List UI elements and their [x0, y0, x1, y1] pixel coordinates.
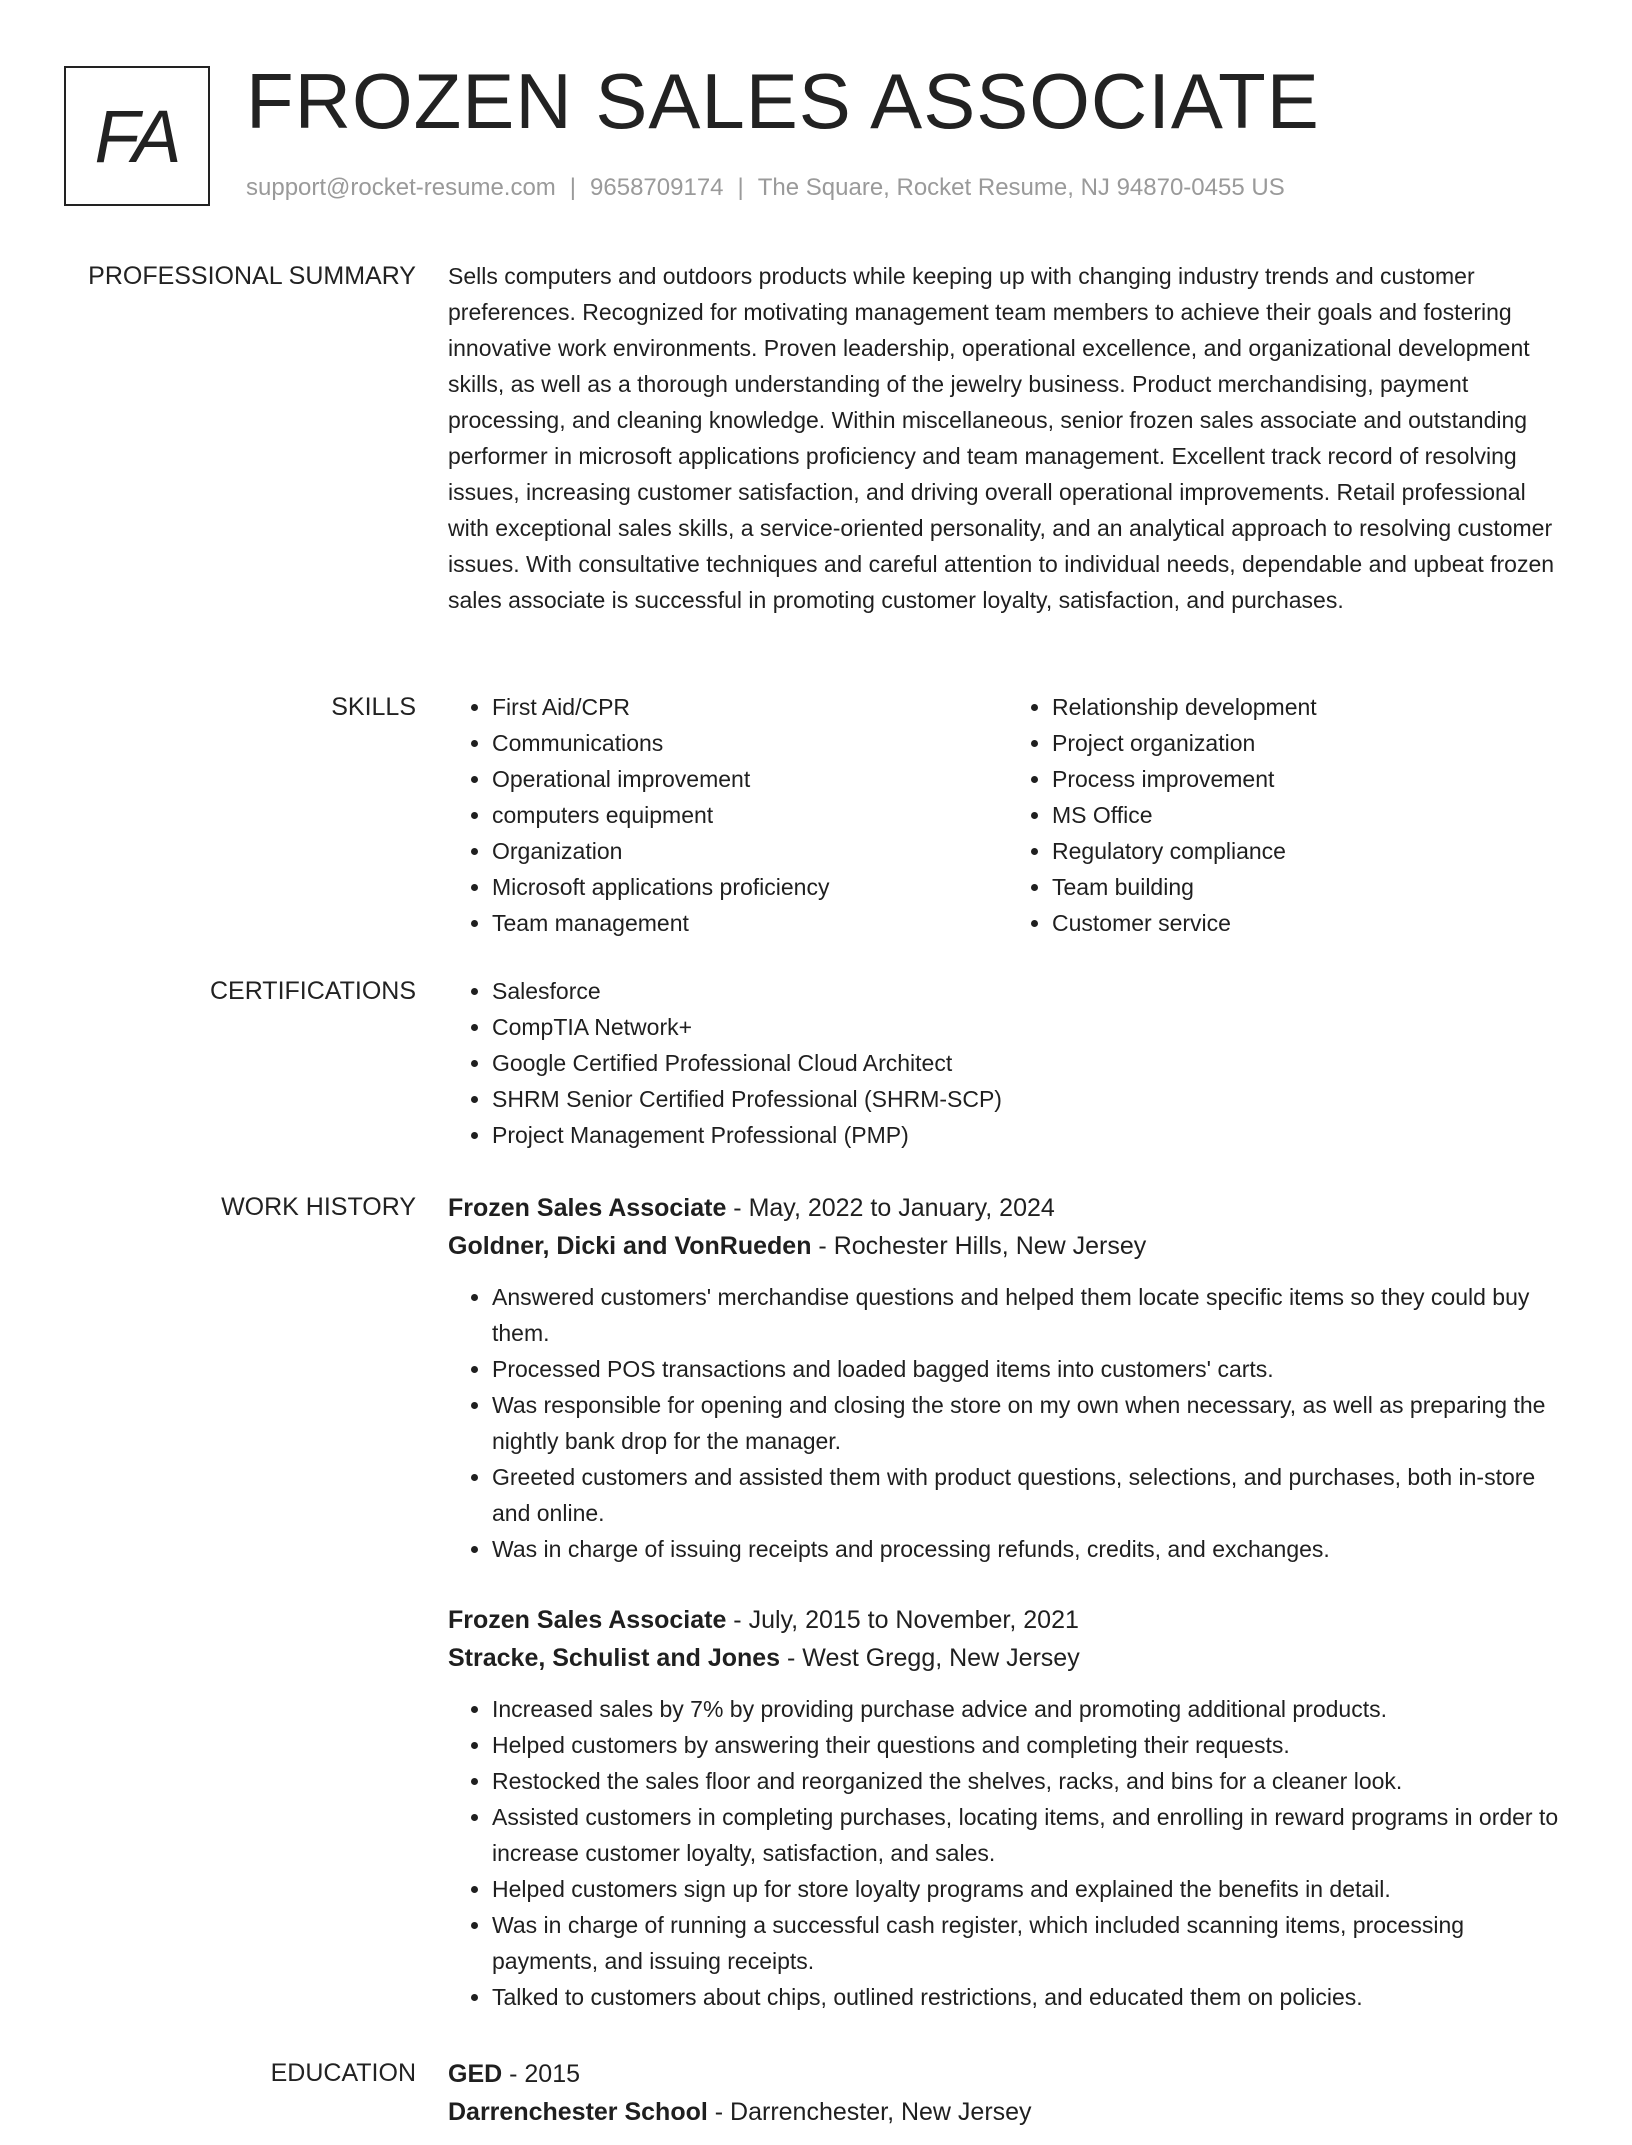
job-bullet: • Was responsible for opening and closing the store on my own when necessary, as well as preparing the nightly bank drop for the manager. — [492, 1387, 1568, 1459]
job-entry — [448, 1189, 1568, 1567]
job-bullet: • Assisted customers in completing purchases, locating items, and enrolling in reward programs in order to increase customer loyalty, satisfaction, and sales. — [492, 1799, 1568, 1871]
job-company: Goldner, Dicki and VonRueden — [448, 1232, 812, 1260]
job-bullet: • Was in charge of running a successful cash register, which included scanning items, processing payments, and issuing receipts. — [492, 1907, 1568, 1979]
job-bullet: • Helped customers by answering their questions and completing their requests. — [492, 1727, 1568, 1763]
education-year: - 2015 — [502, 2060, 581, 2088]
certification-item: • Google Certified Professional Cloud Architect — [492, 1045, 1568, 1081]
job-dates: - May, 2022 to January, 2024 — [726, 1194, 1055, 1222]
contact-phone[interactable]: 9658709174 — [590, 174, 724, 201]
skills-list-left — [448, 689, 1008, 941]
certification-item: • SHRM Senior Certified Professional (SHRM-SCP) — [492, 1081, 1568, 1117]
skill-item: • First Aid/CPR — [492, 689, 1008, 725]
skill-item: • Microsoft applications proficiency — [492, 869, 1008, 905]
skill-item: • Organization — [492, 833, 1008, 869]
certifications-list — [448, 973, 1568, 1153]
monogram-logo: FA — [64, 66, 210, 206]
job-bullet: • Helped customers sign up for store loyalty programs and explained the benefits in detail. — [492, 1871, 1568, 1907]
job-company-line — [448, 1227, 1568, 1265]
contact-email[interactable]: support@rocket-resume.com — [246, 174, 556, 201]
skill-item: • Process improvement — [1052, 761, 1568, 797]
education-location: - Darrenchester, New Jersey — [707, 2098, 1032, 2126]
skill-item: • Team building — [1052, 869, 1568, 905]
contact-separator: | — [569, 174, 577, 201]
summary-text: Sells computers and outdoors products while keeping up with changing industry trends and customer preferences. Recognized for motivating management team members to achieve their goals and fostering innovative work environments. Proven leadership, operational excellence, and organizational development skills, as well as a thorough understanding of the jewelry business. Product merchandising, payment processing, and cleaning knowledge. Within miscellaneous, senior frozen sales associate and outstanding performer in microsoft applications proficiency and team management. Excellent track record of resolving issues, increasing customer satisfaction, and driving overall operational improvements. Retail professional with exceptional sales skills, a service-oriented personality, and an analytical approach to resolving customer issues. With consultative techniques and careful attention to individual needs, dependable and upbeat frozen sales associate is successful in promoting customer loyalty, satisfaction, and purchases. — [448, 263, 1555, 613]
job-entry — [448, 1601, 1568, 2015]
section-label-summary: PROFESSIONAL SUMMARY — [88, 262, 416, 290]
job-bullets — [448, 1279, 1568, 1567]
contact-separator: | — [737, 174, 744, 201]
job-location: - West Gregg, New Jersey — [780, 1644, 1080, 1672]
section-label-education: EDUCATION — [270, 2059, 416, 2087]
education-school: Darrenchester School — [448, 2098, 708, 2126]
job-bullet: • Increased sales by 7% by providing purchase advice and promoting additional products. — [492, 1691, 1568, 1727]
section-label-work-history: WORK HISTORY — [221, 1193, 416, 1221]
skill-item: • computers equipment — [492, 797, 1008, 833]
job-bullets — [448, 1691, 1568, 2015]
job-title: Frozen Sales Associate — [448, 1606, 727, 1634]
certification-item: • Salesforce — [492, 973, 1568, 1009]
job-location: - Rochester Hills, New Jersey — [811, 1232, 1147, 1260]
education-degree: GED — [448, 2060, 503, 2088]
job-title: Frozen Sales Associate — [448, 1194, 727, 1222]
job-bullet: • Answered customers' merchandise questions and helped them locate specific items so they could buy them. — [492, 1279, 1568, 1351]
job-title-line — [448, 1189, 1568, 1227]
job-bullet: • Greeted customers and assisted them with product questions, selections, and purchases, both in-store and online. — [492, 1459, 1568, 1531]
job-title-line — [448, 1601, 1568, 1639]
skill-item: • Communications — [492, 725, 1008, 761]
job-company: Stracke, Schulist and Jones — [448, 1644, 781, 1672]
job-bullet: • Processed POS transactions and loaded bagged items into customers' carts. — [492, 1351, 1568, 1387]
skill-item: • Operational improvement — [492, 761, 1008, 797]
job-company-line — [448, 1639, 1568, 1677]
skill-item: • Team management — [492, 905, 1008, 941]
certification-item: • Project Management Professional (PMP) — [492, 1117, 1568, 1153]
skill-item: • Relationship development — [1052, 689, 1568, 725]
skill-item: • Project organization — [1052, 725, 1568, 761]
contact-line — [246, 174, 1285, 202]
section-label-skills: SKILLS — [331, 693, 416, 721]
contact-address: The Square, Rocket Resume, NJ 94870-0455 US — [757, 174, 1285, 201]
education-degree-line — [448, 2055, 1568, 2093]
section-label-certifications: CERTIFICATIONS — [209, 977, 416, 1005]
job-bullet: • Restocked the sales floor and reorganized the shelves, racks, and bins for a cleaner look. — [492, 1763, 1568, 1799]
skill-item: • MS Office — [1052, 797, 1568, 833]
job-bullet: • Was in charge of issuing receipts and processing refunds, credits, and exchanges. — [492, 1531, 1568, 1567]
skill-item: • Regulatory compliance — [1052, 833, 1568, 869]
certification-item: • CompTIA Network+ — [492, 1009, 1568, 1045]
job-dates: - July, 2015 to November, 2021 — [726, 1606, 1079, 1634]
skills-list-right — [1008, 689, 1568, 941]
education-school-line — [448, 2093, 1568, 2131]
job-bullet: • Talked to customers about chips, outlined restrictions, and educated them on policies. — [492, 1979, 1568, 2015]
resume-title: FROZEN SALES ASSOCIATE — [246, 57, 1320, 145]
skill-item: • Customer service — [1052, 905, 1568, 941]
